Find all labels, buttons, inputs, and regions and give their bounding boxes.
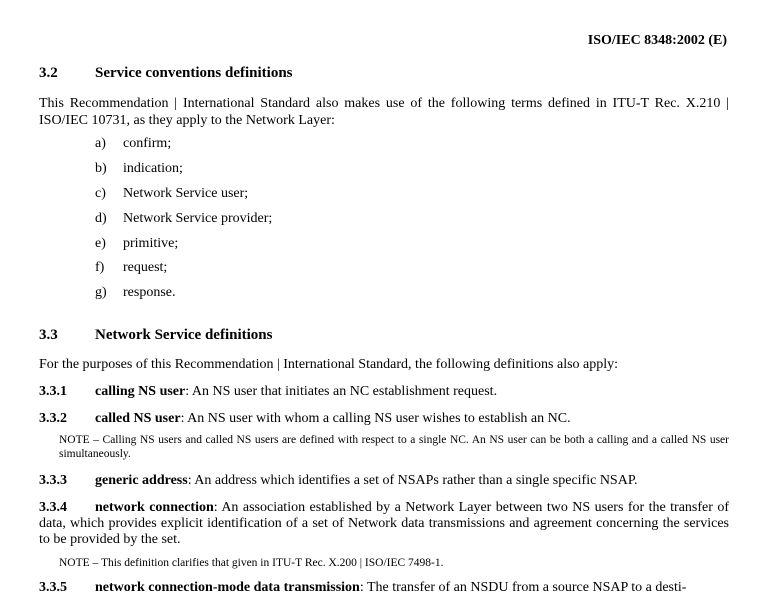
list-item — [95, 285, 176, 301]
definition-term: network connection-mode data transmission — [95, 580, 360, 595]
note-3-3-4: NOTE – This definition clarifies that given in ITU-T Rec. X.200 | ISO/IEC 7498-1. — [59, 557, 444, 569]
section-3-2-heading — [39, 65, 293, 82]
definition-text: : An association established by a Network Layer between two NS users for the transfer of data, which provides explicit identification of a set of Network data transmissions and agreement concerning the services to be provided by the set. — [39, 500, 729, 547]
section-3-2-intro: This Recommendation | International Standard also makes use of the following terms defined in ITU-T Rec. X.210 | ISO/IEC 10731, as they apply to the Network Layer: — [39, 96, 729, 128]
list-text: response. — [123, 285, 176, 300]
definition-number: 3.3.3 — [39, 473, 67, 488]
list-letter: c) — [95, 186, 106, 201]
list-item — [95, 260, 167, 276]
section-3-3-heading — [39, 327, 272, 344]
definition-number: 3.3.2 — [39, 411, 67, 426]
list-letter: f) — [95, 260, 105, 275]
list-letter: b) — [95, 161, 107, 176]
list-text: primitive; — [123, 236, 179, 251]
list-text: Network Service provider; — [123, 211, 273, 226]
definition-text: : An NS user that initiates an NC establishment request. — [185, 384, 498, 399]
definition-number: 3.3.4 — [39, 500, 67, 515]
document-header-id: ISO/IEC 8348:2002 (E) — [587, 33, 727, 48]
section-number: 3.2 — [39, 65, 58, 81]
section-title: Service conventions definitions — [95, 65, 293, 81]
definition-term: calling NS user — [95, 384, 186, 399]
definition-number: 3.3.1 — [39, 384, 67, 399]
note-3-3-2: NOTE – Calling NS users and called NS users are defined with respect to a single NC. An NS user can be both a calling and a called NS user simultaneously. — [59, 434, 729, 460]
definition-3-3-5 — [39, 580, 729, 596]
list-item — [95, 136, 171, 152]
definition-3-3-3 — [39, 473, 729, 489]
definition-3-3-2 — [39, 411, 729, 427]
list-item — [95, 236, 178, 252]
definition-3-3-1 — [39, 384, 729, 400]
definition-number: 3.3.5 — [39, 580, 67, 595]
definition-term: network connection — [95, 500, 214, 515]
section-number: 3.3 — [39, 327, 58, 343]
definition-term: called NS user — [95, 411, 181, 426]
list-letter: a) — [95, 136, 106, 151]
list-text: Network Service user; — [123, 186, 249, 201]
definition-3-3-4 — [39, 500, 729, 548]
list-text: indication; — [123, 161, 183, 176]
list-letter: d) — [95, 211, 107, 226]
list-text: request; — [123, 260, 168, 275]
section-3-3-intro: For the purposes of this Recommendation | International Standard, the following definitions also apply: — [39, 357, 619, 372]
section-title: Network Service definitions — [95, 327, 273, 343]
list-item — [95, 211, 272, 227]
list-letter: e) — [95, 236, 106, 251]
list-item — [95, 186, 248, 202]
list-text: confirm; — [123, 136, 172, 151]
list-item — [95, 161, 183, 177]
list-letter: g) — [95, 285, 107, 300]
definition-text: : The transfer of an NSDU from a source NSAP to a desti- — [359, 580, 687, 595]
definition-term: generic address — [95, 473, 188, 488]
definition-text: : An NS user with whom a calling NS user wishes to establish an NC. — [180, 411, 571, 426]
definition-text: : An address which identifies a set of NSAPs rather than a single specific NSAP. — [187, 473, 638, 488]
